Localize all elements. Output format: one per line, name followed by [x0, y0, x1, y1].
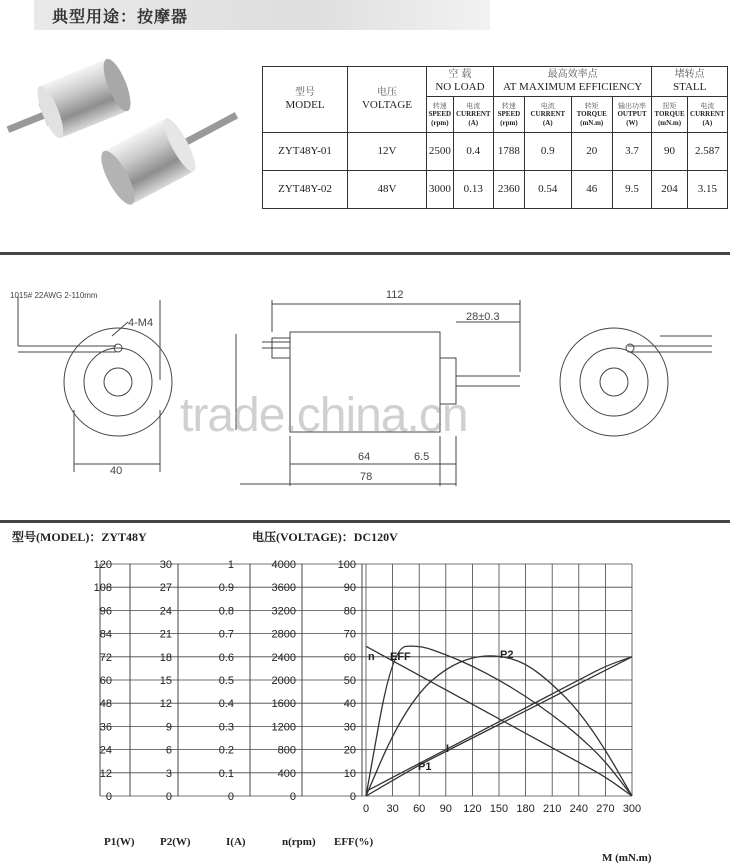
curve-label-n: n	[368, 651, 375, 663]
y-tick-label-eff: 40	[343, 698, 356, 711]
y-tick-label-eff: 30	[343, 721, 356, 734]
y-tick-label-p1: 12	[99, 767, 112, 780]
curve-label-p2: P2	[500, 649, 514, 661]
subheader-cell: 输出功率 OUTPUT (W)	[612, 97, 652, 133]
subheader-cell: 扭矩 TORQUE (mN.m)	[652, 97, 687, 133]
x-tick-label: 150	[489, 803, 509, 815]
hole-label: 4-M4	[128, 317, 154, 329]
cell: 204	[652, 171, 687, 209]
y-tick-label-p2: 18	[159, 651, 172, 664]
col-noload-header: 空 载 NO LOAD	[427, 67, 494, 97]
graph-voltage-label: 电压(VOLTAGE)：DC120V	[252, 530, 398, 544]
y-tick-label-i: 0.4	[218, 698, 234, 711]
cell: 2.587	[687, 133, 727, 171]
cell: 9.5	[612, 171, 652, 209]
subheader-cell: 转速 SPEED (rpm)	[493, 97, 524, 133]
y-tick-label-p1: 24	[99, 744, 112, 757]
spec-table	[262, 66, 728, 209]
y-tick-label-n: 800	[277, 744, 296, 757]
y-tick-label-p1: 0	[105, 791, 112, 803]
table-row	[263, 171, 728, 209]
y-tick-label-n: 2000	[271, 675, 296, 687]
axis-name-p1: P1(W)	[104, 836, 135, 848]
y-tick-label-n: 3600	[271, 582, 296, 595]
y-tick-label-i: 0	[227, 791, 234, 803]
cell: 0.54	[524, 171, 571, 209]
y-tick-label-p2: 6	[165, 744, 172, 757]
y-tick-label-i: 0.3	[218, 721, 234, 734]
y-tick-label-p1: 36	[99, 721, 112, 734]
cell: 3.7	[612, 133, 652, 171]
y-tick-label-n: 1200	[271, 721, 296, 734]
y-tick-label-i: 0.7	[218, 628, 234, 641]
y-tick-label-p2: 15	[159, 675, 172, 687]
subheader-cell: 电流 CURRENT (A)	[524, 97, 571, 133]
y-tick-label-p2: 21	[159, 628, 172, 641]
divider-top	[0, 252, 730, 255]
cell: ZYT48Y-01	[263, 133, 348, 171]
cell: 2360	[493, 171, 524, 209]
y-tick-label-p2: 3	[165, 767, 172, 780]
subheader-cell: 电流 CURRENT (A)	[453, 97, 493, 133]
cell: 12V	[348, 133, 427, 171]
y-tick-label-eff: 80	[343, 605, 356, 618]
banner-title: 典型用途：按摩器	[52, 7, 189, 26]
cell: 0.9	[524, 133, 571, 171]
curve-label-i: I	[446, 743, 450, 755]
y-tick-label-p1: 108	[93, 582, 112, 595]
y-tick-label-p1: 120	[93, 559, 112, 571]
divider-bottom	[0, 520, 730, 523]
cell: 48V	[348, 171, 427, 209]
x-tick-label: 0	[362, 803, 370, 815]
dim-total: 112	[386, 289, 404, 301]
dim-body: 64	[358, 451, 371, 463]
y-tick-label-n: 400	[277, 767, 296, 780]
y-tick-label-eff: 90	[343, 582, 356, 595]
wire-label: 1015# 22AWG 2-110mm	[10, 291, 98, 300]
cell: 3.15	[687, 171, 727, 209]
col-voltage-header: 电压 VOLTAGE	[348, 67, 427, 133]
cell: 46	[571, 171, 612, 209]
y-tick-label-p1: 96	[99, 605, 112, 618]
cell: 0.13	[453, 171, 493, 209]
axis-name-i: I(A)	[226, 836, 246, 848]
y-tick-label-i: 0.9	[218, 582, 234, 595]
y-tick-label-eff: 60	[343, 651, 356, 664]
y-tick-label-p2: 27	[159, 582, 172, 595]
y-tick-label-n: 4000	[271, 559, 296, 571]
y-tick-label-p1: 48	[99, 698, 112, 711]
y-tick-label-n: 2800	[271, 628, 296, 641]
col-maxeff-header: 最高效率点 AT MAXIMUM EFFICIENCY	[493, 67, 651, 97]
x-tick-label: 90	[439, 803, 452, 815]
curve-label-p1: P1	[418, 761, 432, 773]
watermark: trade.china.cn	[180, 389, 468, 442]
y-tick-label-p1: 60	[99, 675, 112, 687]
subheader-cell: 转速 SPEED (rpm)	[427, 97, 454, 133]
y-tick-label-n: 3200	[271, 605, 296, 618]
table-row	[263, 133, 728, 171]
cell: 2500	[427, 133, 454, 171]
y-tick-label-p2: 24	[159, 605, 172, 618]
y-tick-label-p2: 0	[165, 791, 172, 803]
axis-name-eff: EFF(%)	[334, 836, 374, 848]
graph-model-label: 型号(MODEL)：ZYT48Y	[12, 530, 147, 544]
x-tick-label: 180	[516, 803, 535, 815]
dim-length: 78	[360, 471, 373, 483]
y-tick-label-eff: 70	[343, 628, 356, 641]
y-tick-label-n: 0	[289, 791, 296, 803]
dim-flange: 6.5	[414, 451, 430, 463]
axis-name-n: n(rpm)	[282, 836, 316, 848]
curve-label-eff: EFF	[390, 651, 411, 663]
x-tick-label: 210	[543, 803, 562, 815]
y-tick-label-eff: 100	[337, 559, 356, 571]
y-tick-label-i: 0.8	[218, 605, 234, 618]
cell: 0.4	[453, 133, 493, 171]
y-tick-label-eff: 10	[343, 767, 356, 780]
y-tick-label-i: 0.5	[218, 675, 234, 687]
motor-image-1	[0, 56, 136, 155]
y-tick-label-i: 0.6	[218, 651, 234, 664]
technical-drawing	[0, 260, 730, 490]
y-tick-label-eff: 20	[343, 744, 356, 757]
right-end-view	[560, 328, 712, 436]
y-tick-label-p2: 12	[159, 698, 172, 711]
y-tick-label-eff: 0	[349, 791, 356, 803]
axis-name-p2: P2(W)	[160, 836, 191, 848]
y-tick-label-i: 1	[227, 559, 234, 571]
cell: 20	[571, 133, 612, 171]
y-tick-label-eff: 50	[343, 675, 356, 687]
cell: ZYT48Y-02	[263, 171, 348, 209]
y-tick-label-p1: 72	[99, 651, 112, 664]
dim-diameter: 40	[110, 465, 123, 477]
x-tick-label: 120	[463, 803, 482, 815]
y-tick-label-i: 0.1	[218, 767, 234, 780]
cell: 1788	[493, 133, 524, 171]
motor-photo	[0, 38, 255, 208]
subheader-cell: 转矩 TORQUE (mN.m)	[571, 97, 612, 133]
col-model-header: 型号 MODEL	[263, 67, 348, 133]
cell: 90	[652, 133, 687, 171]
col-stall-header: 堵转点 STALL	[652, 67, 728, 97]
dim-shaft: 28±0.3	[466, 311, 500, 323]
x-tick-label: 30	[386, 803, 399, 815]
y-tick-label-n: 1600	[271, 698, 296, 711]
cell: 3000	[427, 171, 454, 209]
section-banner	[34, 0, 490, 30]
x-tick-label: 60	[413, 803, 426, 815]
x-tick-label: 240	[569, 803, 588, 815]
performance-chart	[0, 548, 730, 866]
y-tick-label-p1: 84	[99, 628, 112, 641]
y-tick-label-i: 0.2	[218, 744, 234, 757]
x-tick-label: 270	[596, 803, 615, 815]
y-tick-label-p2: 9	[165, 721, 172, 734]
y-tick-label-n: 2400	[271, 651, 296, 664]
y-tick-label-p2: 30	[159, 559, 172, 571]
x-tick-label: 300	[622, 803, 642, 815]
axis-name-m: M (mN.m)	[602, 852, 652, 864]
subheader-cell: 电流 CURRENT (A)	[687, 97, 727, 133]
